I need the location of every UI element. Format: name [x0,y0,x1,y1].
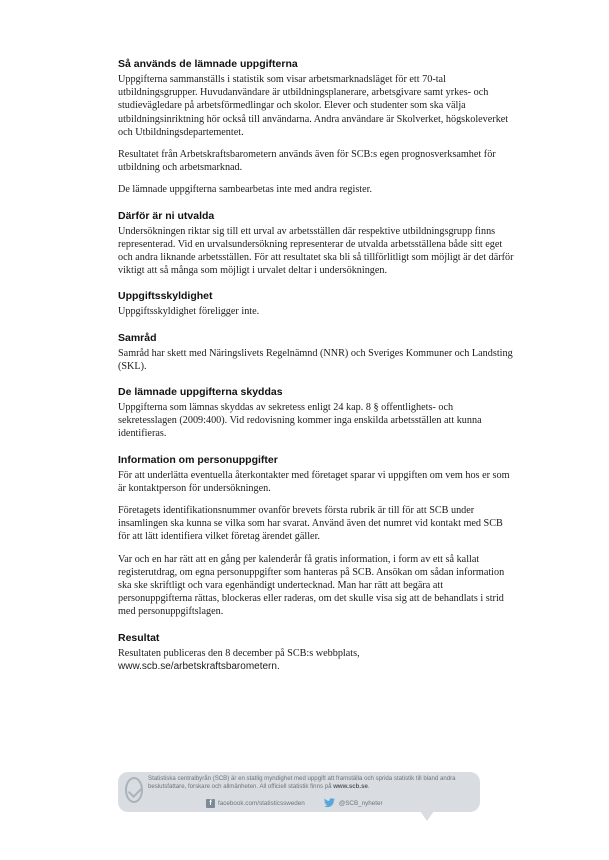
section-paragraph: Företagets identifikationsnummer ovanför brevets första rubrik är till för att SCB under insamlingen ska kunna se vilka som har svarat. Använd även det numret vid kontakt med SCB för att lätt identifiera vilket företag ärendet gäller. [118,505,503,543]
section-obligation [118,290,514,318]
results-text: Resultaten publiceras den 8 december på SCB:s webbplats, [118,647,360,659]
results-url-link[interactable]: www.scb.se/arbetskraftsbarometern. [118,660,280,672]
facebook-icon: f [206,799,215,808]
section-heading: Information om personuppgifter [118,453,278,466]
footer-text [148,775,474,790]
section-results [118,632,514,673]
section-heading: Så används de lämnade uppgifterna [118,58,298,70]
document-body [118,58,514,686]
section-protection [118,386,514,441]
facebook-link[interactable]: facebook.com/statisticssweden [218,799,305,807]
scb-logo-icon [125,777,143,803]
section-heading: Resultat [118,631,160,644]
twitter-link[interactable]: @SCB_nyheter [338,799,383,807]
section-heading: De lämnade uppgifterna skyddas [118,386,283,399]
section-paragraph: Var och en har rätt att en gång per kalenderår få gratis information, i form av ett så kallat registerutdrag, om egna personuppgifter som hanteras på SCB. Ansökan om sådan information ska ske skriftligt och vara egenhändigt undertecknad. Man har rätt att begära att personuppgifterna rättas, blockeras eller raderas, om det skulle visa sig att de behandlats i strid med personuppgiftslagen. [118,553,505,618]
section-personal-data [118,454,514,619]
section-selection [118,210,514,278]
twitter-bird-icon [323,798,336,808]
section-paragraph: Uppgifterna sammanställs i statistik som visar arbetsmarknadsläget för ett 70-tal utbildningsgrupper. Huvudanvändare är utbildningsplanerare, arbetsgivare samt yrkes- och studievägledare på arbetsförmedlingar och skolor. Elever och studenter som ska välja utbildningsinriktning hör också till användarna. Andra användare är Skolverket, högskoleverket och Utbildningsdepartementet. [118,74,509,138]
section-paragraph: Samråd har skett med Näringslivets Regelnämnd (NNR) och Sveriges Kommuner och Landsting (SKL). [118,347,513,372]
section-consultation [118,332,514,373]
section-paragraph: Uppgiftsskyldighet föreligger inte. [118,306,260,318]
footer-speech-tail [420,811,434,821]
section-paragraph: Resultatet från Arbetskraftsbarometern används även för SCB:s egen prognosverksamhet för utbildning och arbetsmarknad. [118,149,496,174]
section-heading: Uppgiftsskyldighet [118,290,213,303]
section-paragraph: Undersökningen riktar sig till ett urval av arbetsställen där respektive utbildningsgrupp finns representerad. Vid en urvalsundersökning representerar de utvalda arbetsställena både sitt eget och andra liknande arbetsställen. För att resultatet ska bli så tillförlitligt som möjligt är det därför viktigt att så många som möjligt i urvalet deltar i undersökningen. [118,225,514,277]
section-paragraph: För att underlätta eventuella återkontakter med företaget sparar vi uppgiften om vem hos er som är kontaktperson för undersökningen. [118,469,510,494]
footer-period: . [367,782,370,790]
footer-description: Statistiska centralbyrån (SCB) är en statlig myndighet med uppgift att framställa och sprida statistik till bland andra beslutsfattare, forskare och allmänheten. All officiell statistik finns på [148,775,456,790]
section-usage [118,58,514,197]
section-paragraph: Uppgifterna som lämnas skyddas av sekretess enligt 24 kap. 8 § offentlighets- och sekretesslagen (2009:400). Vid redovisning kommer inga enskilda arbetsställen att kunna identifieras. [118,402,482,440]
social-links [206,797,383,809]
section-paragraph: De lämnade uppgifterna sambearbetas inte med andra register. [118,184,373,196]
footer-site-link[interactable]: www.scb.se [333,782,368,790]
footer-info-box [118,772,480,812]
section-heading: Därför är ni utvalda [118,209,215,222]
section-paragraph [118,647,514,673]
section-heading: Samråd [118,331,157,344]
